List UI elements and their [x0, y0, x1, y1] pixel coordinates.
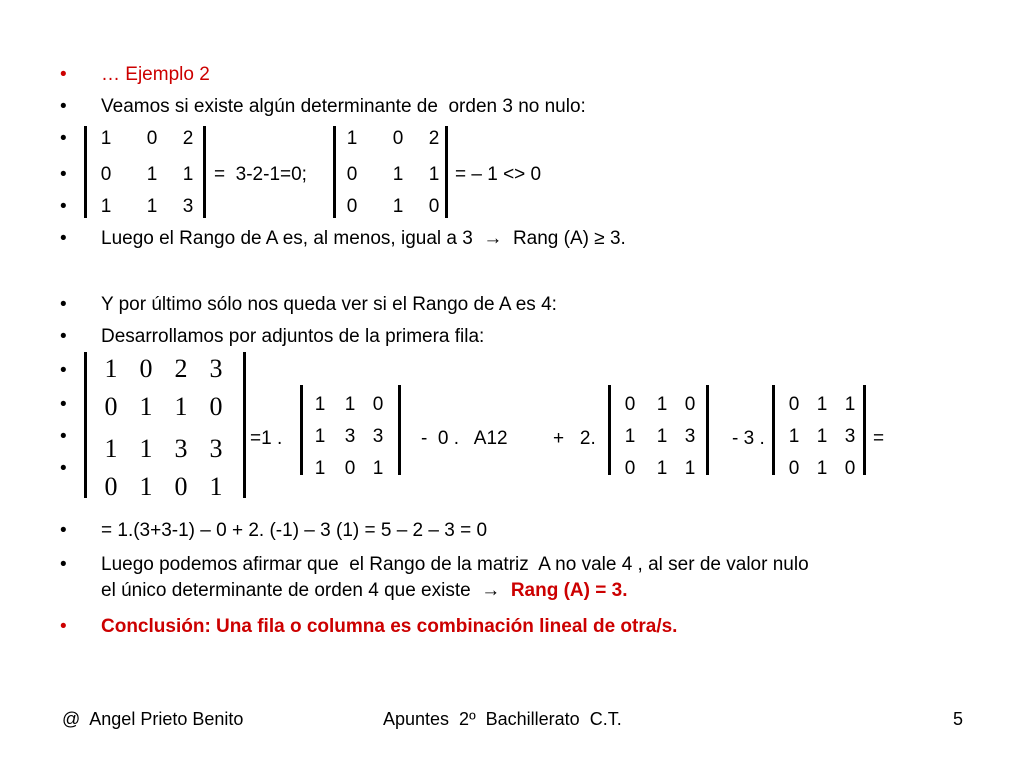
matrix-cell: 1 — [624, 426, 636, 447]
matrix-cell: 3 — [209, 354, 223, 383]
det-bar-right — [445, 126, 448, 218]
bullet-marker: • — [60, 196, 67, 217]
matrix-cell: 1 — [314, 394, 326, 415]
matrix-cell: 1 — [392, 164, 404, 185]
matrix-cell: 0 — [346, 196, 358, 217]
matrix-cell: 0 — [104, 472, 118, 501]
final-conclusion: Conclusión: Una fila o columna es combinación lineal de otra/s. — [101, 616, 678, 637]
matrix-cell: 0 — [788, 394, 800, 415]
det-bar-left — [84, 352, 87, 498]
matrix-cell: 1 — [344, 394, 356, 415]
matrix-cell: 3 — [684, 426, 696, 447]
intro-line: Veamos si existe algún determinante de orden 3 no nulo: — [101, 96, 586, 117]
matrix-cell: 1 — [816, 458, 828, 479]
matrix-cell: 1 — [100, 196, 112, 217]
rank-result: Rang (A) ≥ 3. — [512, 228, 626, 249]
matrix-cell: 1 — [209, 472, 223, 501]
matrix-cell: 3 — [209, 434, 223, 463]
matrix-cell: 1 — [788, 426, 800, 447]
arrow-icon: → — [483, 228, 503, 249]
matrix-cell: 1 — [656, 426, 668, 447]
bullet-marker: • — [60, 458, 67, 479]
rank-line — [101, 228, 626, 250]
det-bar-right — [243, 352, 246, 498]
bullet-marker: • — [60, 294, 67, 315]
det-bar-left — [84, 126, 87, 218]
matrix-cell: 1 — [104, 434, 118, 463]
matrix-cell: 1 — [816, 394, 828, 415]
arrow-icon: → — [481, 580, 501, 601]
matrix-cell: 1 — [684, 458, 696, 479]
matrix-cell: 0 — [346, 164, 358, 185]
bullet-marker: • — [60, 394, 67, 415]
matrix-cell: 0 — [344, 458, 356, 479]
matrix-cell: 0 — [209, 392, 223, 421]
matrix-cell: 1 — [392, 196, 404, 217]
det-bar-right — [706, 385, 709, 475]
coef-1: =1 . — [250, 428, 283, 449]
matrix-cell: 0 — [100, 164, 112, 185]
rank-line-text: Luego el Rango de A es, al menos, igual a 3 — [101, 228, 473, 249]
matrix-cell: 0 — [428, 196, 440, 217]
matrix-cell: 0 — [624, 394, 636, 415]
matrix-cell: 0 — [392, 128, 404, 149]
matrix-cell: 1 — [174, 392, 188, 421]
matrix-cell: 0 — [684, 394, 696, 415]
bullet-marker: • — [60, 360, 67, 381]
matrix-cell: 0 — [174, 472, 188, 501]
matrix-cell: 1 — [104, 354, 118, 383]
matrix-cell: 3 — [372, 426, 384, 447]
det-bar-left — [772, 385, 775, 475]
footer-title: Apuntes 2º Bachillerato C.T. — [383, 709, 622, 729]
bullet-marker: • — [60, 520, 67, 541]
matrix-cell: 0 — [104, 392, 118, 421]
matrix-cell: 1 — [656, 394, 668, 415]
bullet-marker: • — [60, 128, 67, 149]
matrix-cell: 2 — [182, 128, 194, 149]
matrix-cell: 3 — [344, 426, 356, 447]
matrix-cell: 0 — [372, 394, 384, 415]
matrix-cell: 1 — [139, 392, 153, 421]
matrix-cell: 0 — [788, 458, 800, 479]
det-bar-right — [203, 126, 206, 218]
matrix-cell: 2 — [428, 128, 440, 149]
det-bar-left — [333, 126, 336, 218]
conclusion-text: el único determinante de orden 4 que existe — [101, 580, 471, 601]
det-result-1: = 3-2-1=0; — [214, 164, 307, 185]
bullet-marker: • — [60, 64, 67, 85]
matrix-cell: 1 — [346, 128, 358, 149]
matrix-cell: 3 — [844, 426, 856, 447]
bullet-marker: • — [60, 164, 67, 185]
det-bar-right — [863, 385, 866, 475]
coef-5: = — [873, 428, 885, 449]
expansion-line: Desarrollamos por adjuntos de la primera fila: — [101, 326, 485, 347]
matrix-cell: 1 — [428, 164, 440, 185]
coef-2: - 0 . A12 — [421, 428, 508, 449]
coef-3: + 2. — [553, 428, 596, 449]
example-heading: … Ejemplo 2 — [101, 64, 210, 85]
matrix-cell: 3 — [182, 196, 194, 217]
det-result-2: = – 1 <> 0 — [455, 164, 542, 185]
bullet-marker: • — [60, 616, 67, 637]
coef-4: - 3 . — [732, 428, 765, 449]
matrix-cell: 0 — [139, 354, 153, 383]
conclusion-line-b — [101, 580, 627, 602]
matrix-cell: 2 — [174, 354, 188, 383]
matrix-cell: 1 — [372, 458, 384, 479]
matrix-cell: 0 — [844, 458, 856, 479]
matrix-cell: 1 — [182, 164, 194, 185]
det-bar-right — [398, 385, 401, 475]
rank4-question: Y por último sólo nos queda ver si el Rango de A es 4: — [101, 294, 557, 315]
det-bar-left — [608, 385, 611, 475]
final-rank: Rang (A) = 3. — [510, 580, 628, 601]
matrix-cell: 3 — [174, 434, 188, 463]
bullet-marker: • — [60, 326, 67, 347]
bullet-marker: • — [60, 228, 67, 249]
matrix-cell: 1 — [139, 434, 153, 463]
result-line: = 1.(3+3-1) – 0 + 2. (-1) – 3 (1) = 5 – 2 – 3 = 0 — [101, 520, 488, 541]
bullet-marker: • — [60, 554, 67, 575]
matrix-cell: 1 — [139, 472, 153, 501]
matrix-cell: 1 — [816, 426, 828, 447]
matrix-cell: 1 — [844, 394, 856, 415]
matrix-cell: 0 — [146, 128, 158, 149]
footer-author: @ Angel Prieto Benito — [62, 709, 244, 729]
matrix-cell: 1 — [146, 196, 158, 217]
bullet-marker: • — [60, 96, 67, 117]
bullet-marker: • — [60, 426, 67, 447]
conclusion-line-a: Luego podemos afirmar que el Rango de la matriz A no vale 4 , al ser de valor nulo — [101, 554, 809, 575]
page-number: 5 — [953, 709, 964, 729]
matrix-cell: 1 — [146, 164, 158, 185]
matrix-cell: 1 — [314, 426, 326, 447]
matrix-cell: 1 — [314, 458, 326, 479]
matrix-cell: 0 — [624, 458, 636, 479]
matrix-cell: 1 — [656, 458, 668, 479]
matrix-cell: 1 — [100, 128, 112, 149]
det-bar-left — [300, 385, 303, 475]
